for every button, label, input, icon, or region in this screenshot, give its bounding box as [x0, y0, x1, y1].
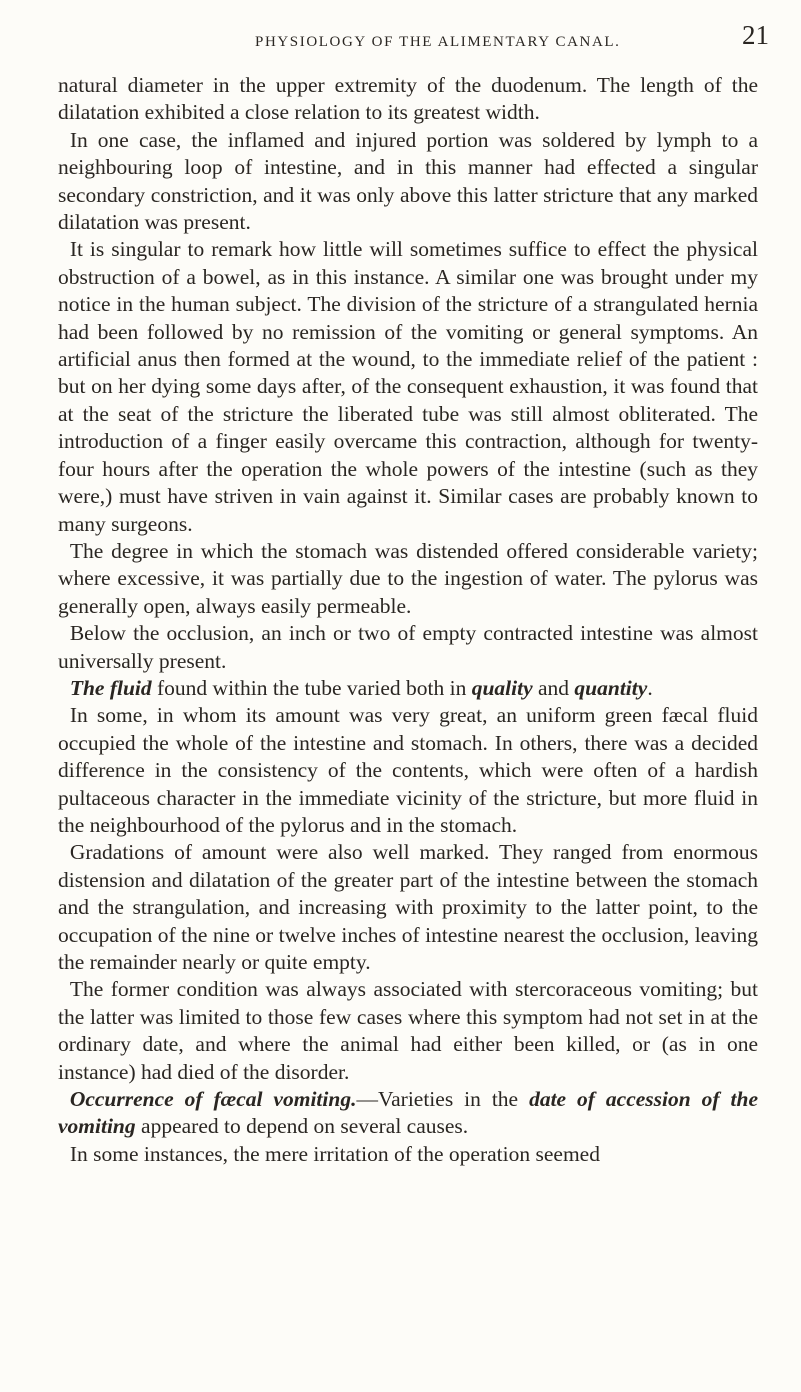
paragraph: The degree in which the stomach was distended offered considerable variety; where excessive, it was partially due to the ingestion of water. The pylorus was generally open, always easily permeable. — [58, 538, 758, 618]
fluid-paragraph — [58, 675, 758, 702]
text-run: . — [647, 675, 653, 700]
paragraph: In some, in whom its amount was very great, an uniform green fæcal fluid occupied the whole of the intestine and stomach. In others, there was a decided difference in the consistency of the contents, which were often of a hardish pultaceous character in the immediate vicinity of the stricture, but more fluid in the neighbourhood of the pylorus and in the stomach. — [58, 703, 758, 837]
paragraph: The former condition was always associated with stercoraceous vomiting; but the latter was limited to those few cases where this symptom had not set in at the ordinary date, and where the animal had either been killed, or (as in one instance) had died of the disorder. — [58, 977, 758, 1084]
page-number: 21 — [742, 20, 769, 50]
running-title: PHYSIOLOGY OF THE ALIMENTARY CANAL. — [255, 34, 621, 50]
occurrence-paragraph — [58, 1086, 758, 1141]
body-text — [58, 72, 758, 1168]
section-lead: Occurrence of fæcal vomiting. — [69, 1087, 357, 1112]
paragraph: Gradations of amount were also well marked. They ranged from enormous distension and dilatation of the greater part of the intestine between the stomach and the strangulation, and increasing with proximity to the latter point, to the occupation of the nine or twelve inches of intestine nearest the occlusion, leaving the remainder nearly or quite empty. — [58, 840, 758, 974]
text-run: —Varieties in the — [356, 1087, 530, 1112]
text-run: and — [532, 675, 575, 700]
emphasis: quantity — [574, 675, 648, 700]
section-lead: The fluid — [69, 675, 152, 700]
paragraph: It is singular to remark how little will sometimes suffice to effect the physical obstruction of a bowel, as in this instance. A similar one was brought under my notice in the human subject. The division of the stricture of a strangulated hernia had been followed by no remission of the vomiting or general symptoms. An artificial anus then formed at the wound, to the immediate relief of the patient : but on her dying some days after, of the consequent exhaustion, it was found that at the seat of the stricture the liberated tube was still almost obliterated. The introduction of a finger easily overcame this contraction, although for twenty-four hours after the operation the whole powers of the intestine (such as they were,) must have striven in vain against it. Similar cases are probably known to many surgeons. — [58, 237, 758, 536]
emphasis: quality — [471, 675, 533, 700]
paragraph: In some instances, the mere irritation of the operation seemed — [69, 1141, 600, 1166]
text-run: appeared to depend on several causes. — [135, 1114, 469, 1139]
emphasis: date of accession of the vomiting — [58, 1087, 758, 1139]
text-run: found within the tube varied both in — [151, 675, 472, 700]
paragraph: natural diameter in the upper extremity of the duodenum. The length of the dilatation exhibited a close relation to its greatest width. — [58, 73, 758, 125]
paragraph: Below the occlusion, an inch or two of empty contracted intestine was almost universally present. — [58, 621, 758, 673]
page-header — [255, 22, 775, 62]
paragraph: In one case, the inflamed and injured portion was soldered by lymph to a neighbouring loop of intestine, and in this manner had effected a singular secondary constriction, and it was only above this latter stricture that any marked dilatation was present. — [58, 127, 758, 235]
